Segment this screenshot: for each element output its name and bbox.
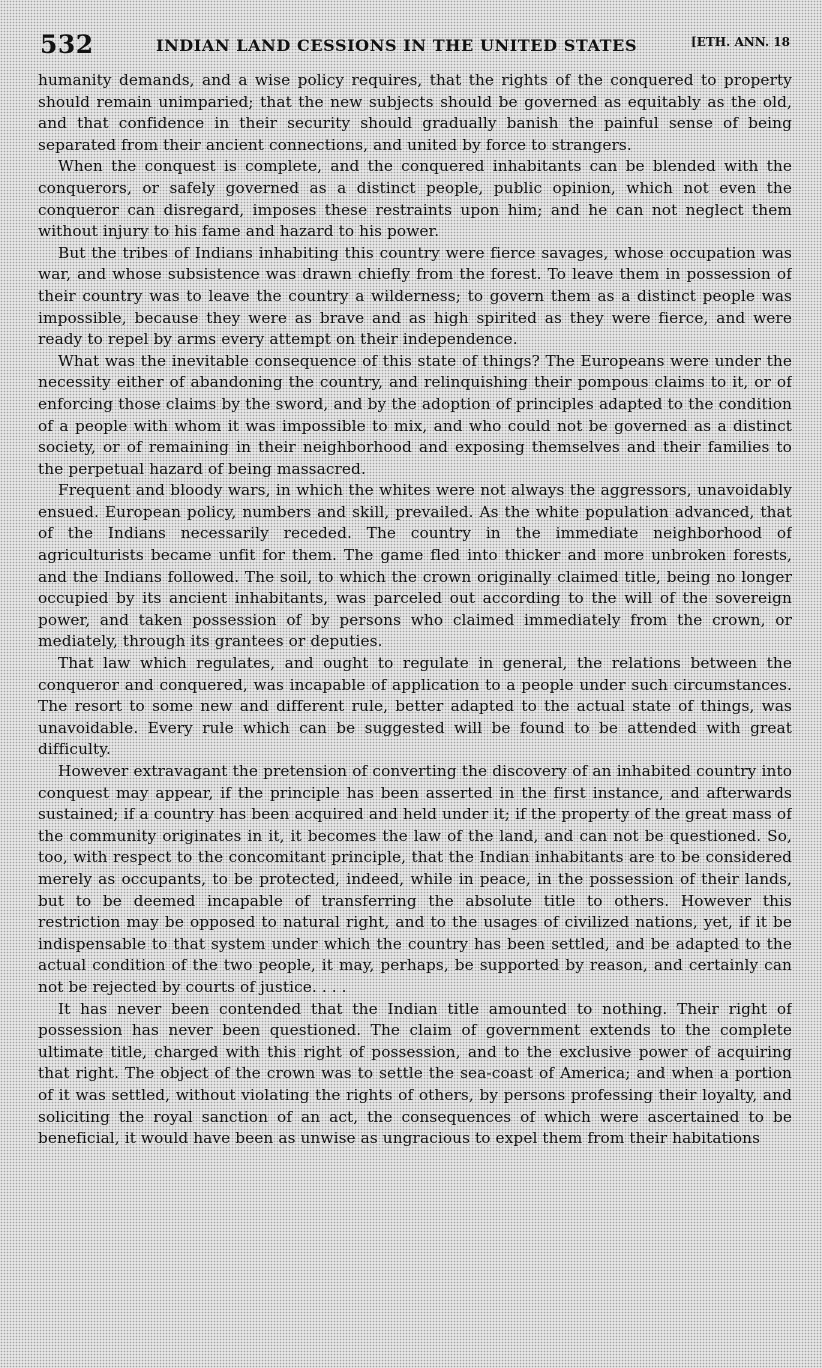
paragraph-5: Frequent and bloody wars, in which the whites were not always the aggressors, unavoidably ensued. European policy, numbers and skill, prevailed. As the white population advanced, that of the Indians necessarily receded. The country in the immediate neighborhood of agriculturists became unfit for them. The game fled into thicker and more unbroken forests, and the Indians followed. The soil, to which the crown originally claimed title, being no longer occupied by its ancient inhabitants, was parceled out according to the will of the sovereign power, and taken possession of by persons who claimed immediately from the crown, or mediately, through its grantees or deputies. [38,481,792,651]
paragraph-8: It has never been contended that the Indian title amounted to nothing. Their right of possession has never been questioned. The claim of government extends to the complete ultimate title, charged with this right of possession, and to the exclusive power of acquiring that right. The object of the crown was to settle the sea-coast of America; and when a portion of it was settled, without violating the rights of others, by persons professing their loyalty, and soliciting the royal sanction of an act, the consequences of which were ascertained to be beneficial, it would have been as unwise as ungracious to expel them from their habitations [38,999,792,1148]
paragraph-1: humanity demands, and a wise policy requires, that the rights of the conquered to property should remain unimparied; that the new subjects should be governed as equitably as the old, and that confidence in their security should gradually banish the painful sense of being separated from their ancient connections, and united by force to strangers. [38,71,792,154]
paragraph-7: However extravagant the pretension of converting the discovery of an inhabited country into conquest may appear, if the principle has been asserted in the first instance, and afterwards sustained; if a country has been acquired and held under it; if the property of the great mass of the community originates in it, it becomes the law of the land, and can not be questioned. So, too, with respect to the concomitant principle, that the Indian inhabitants are to be considered merely as occupants, to be protected, indeed, while in peace, in the possession of their lands, but to be deemed incapable of transferring the absolute title to others. However this restriction may be opposed to natural right, and to the usages of civilized nations, yet, if it be indispensable to that system under which the country has been settled, and be adapted to the actual condition of the two people, it may, perhaps, be supported by reason, and certainly can not be rejected by courts of justice. . . . [38,762,792,996]
running-title: INDIAN LAND CESSIONS IN THE UNITED STATES [156,36,638,55]
page-header [38,30,792,64]
paragraph-4: What was the inevitable consequence of this state of things? The Europeans were under the necessity either of abandoning the country, and relinquishing their pompous claims to it, or of enforcing those claims by the sword, and by the adoption of principles adapted to the condition of a people with whom it was impossible to mix, and who could not be governed as a distinct society, or of remaining in their neighborhood and exposing themselves and their families to the perpetual hazard of being massacred. [38,351,792,478]
paragraph-6: That law which regulates, and ought to regulate in general, the relations between the conqueror and conquered, was incapable of application to a people under such circumstances. The resort to some new and different rule, better adapted to the actual state of things, was unavoidable. Every rule which can be suggested will be found to be attended with great difficulty. [38,654,792,759]
paragraph-3: But the tribes of Indians inhabiting this country were fierce savages, whose occupation was war, and whose subsistence was drawn chiefly from the forest. To leave them in possession of their country was to leave the country a wilderness; to govern them as a distinct people was impossible, because they were as brave and as high spirited as they were fierce, and were ready to repel by arms every attempt on their independence. [38,243,792,349]
body-text [38,70,792,1150]
document-page [38,30,792,1350]
running-reference: [ETH. ANN. 18 [691,35,790,49]
paragraph-2: When the conquest is complete, and the conquered inhabitants can be blended with the conquerors, or safely governed as a distinct people, public opinion, which not even the conqueror can disregard, imposes these restraints upon him; and he can not neglect them without injury to his fame and hazard to his power. [38,157,792,241]
page-number: 532 [40,30,94,59]
